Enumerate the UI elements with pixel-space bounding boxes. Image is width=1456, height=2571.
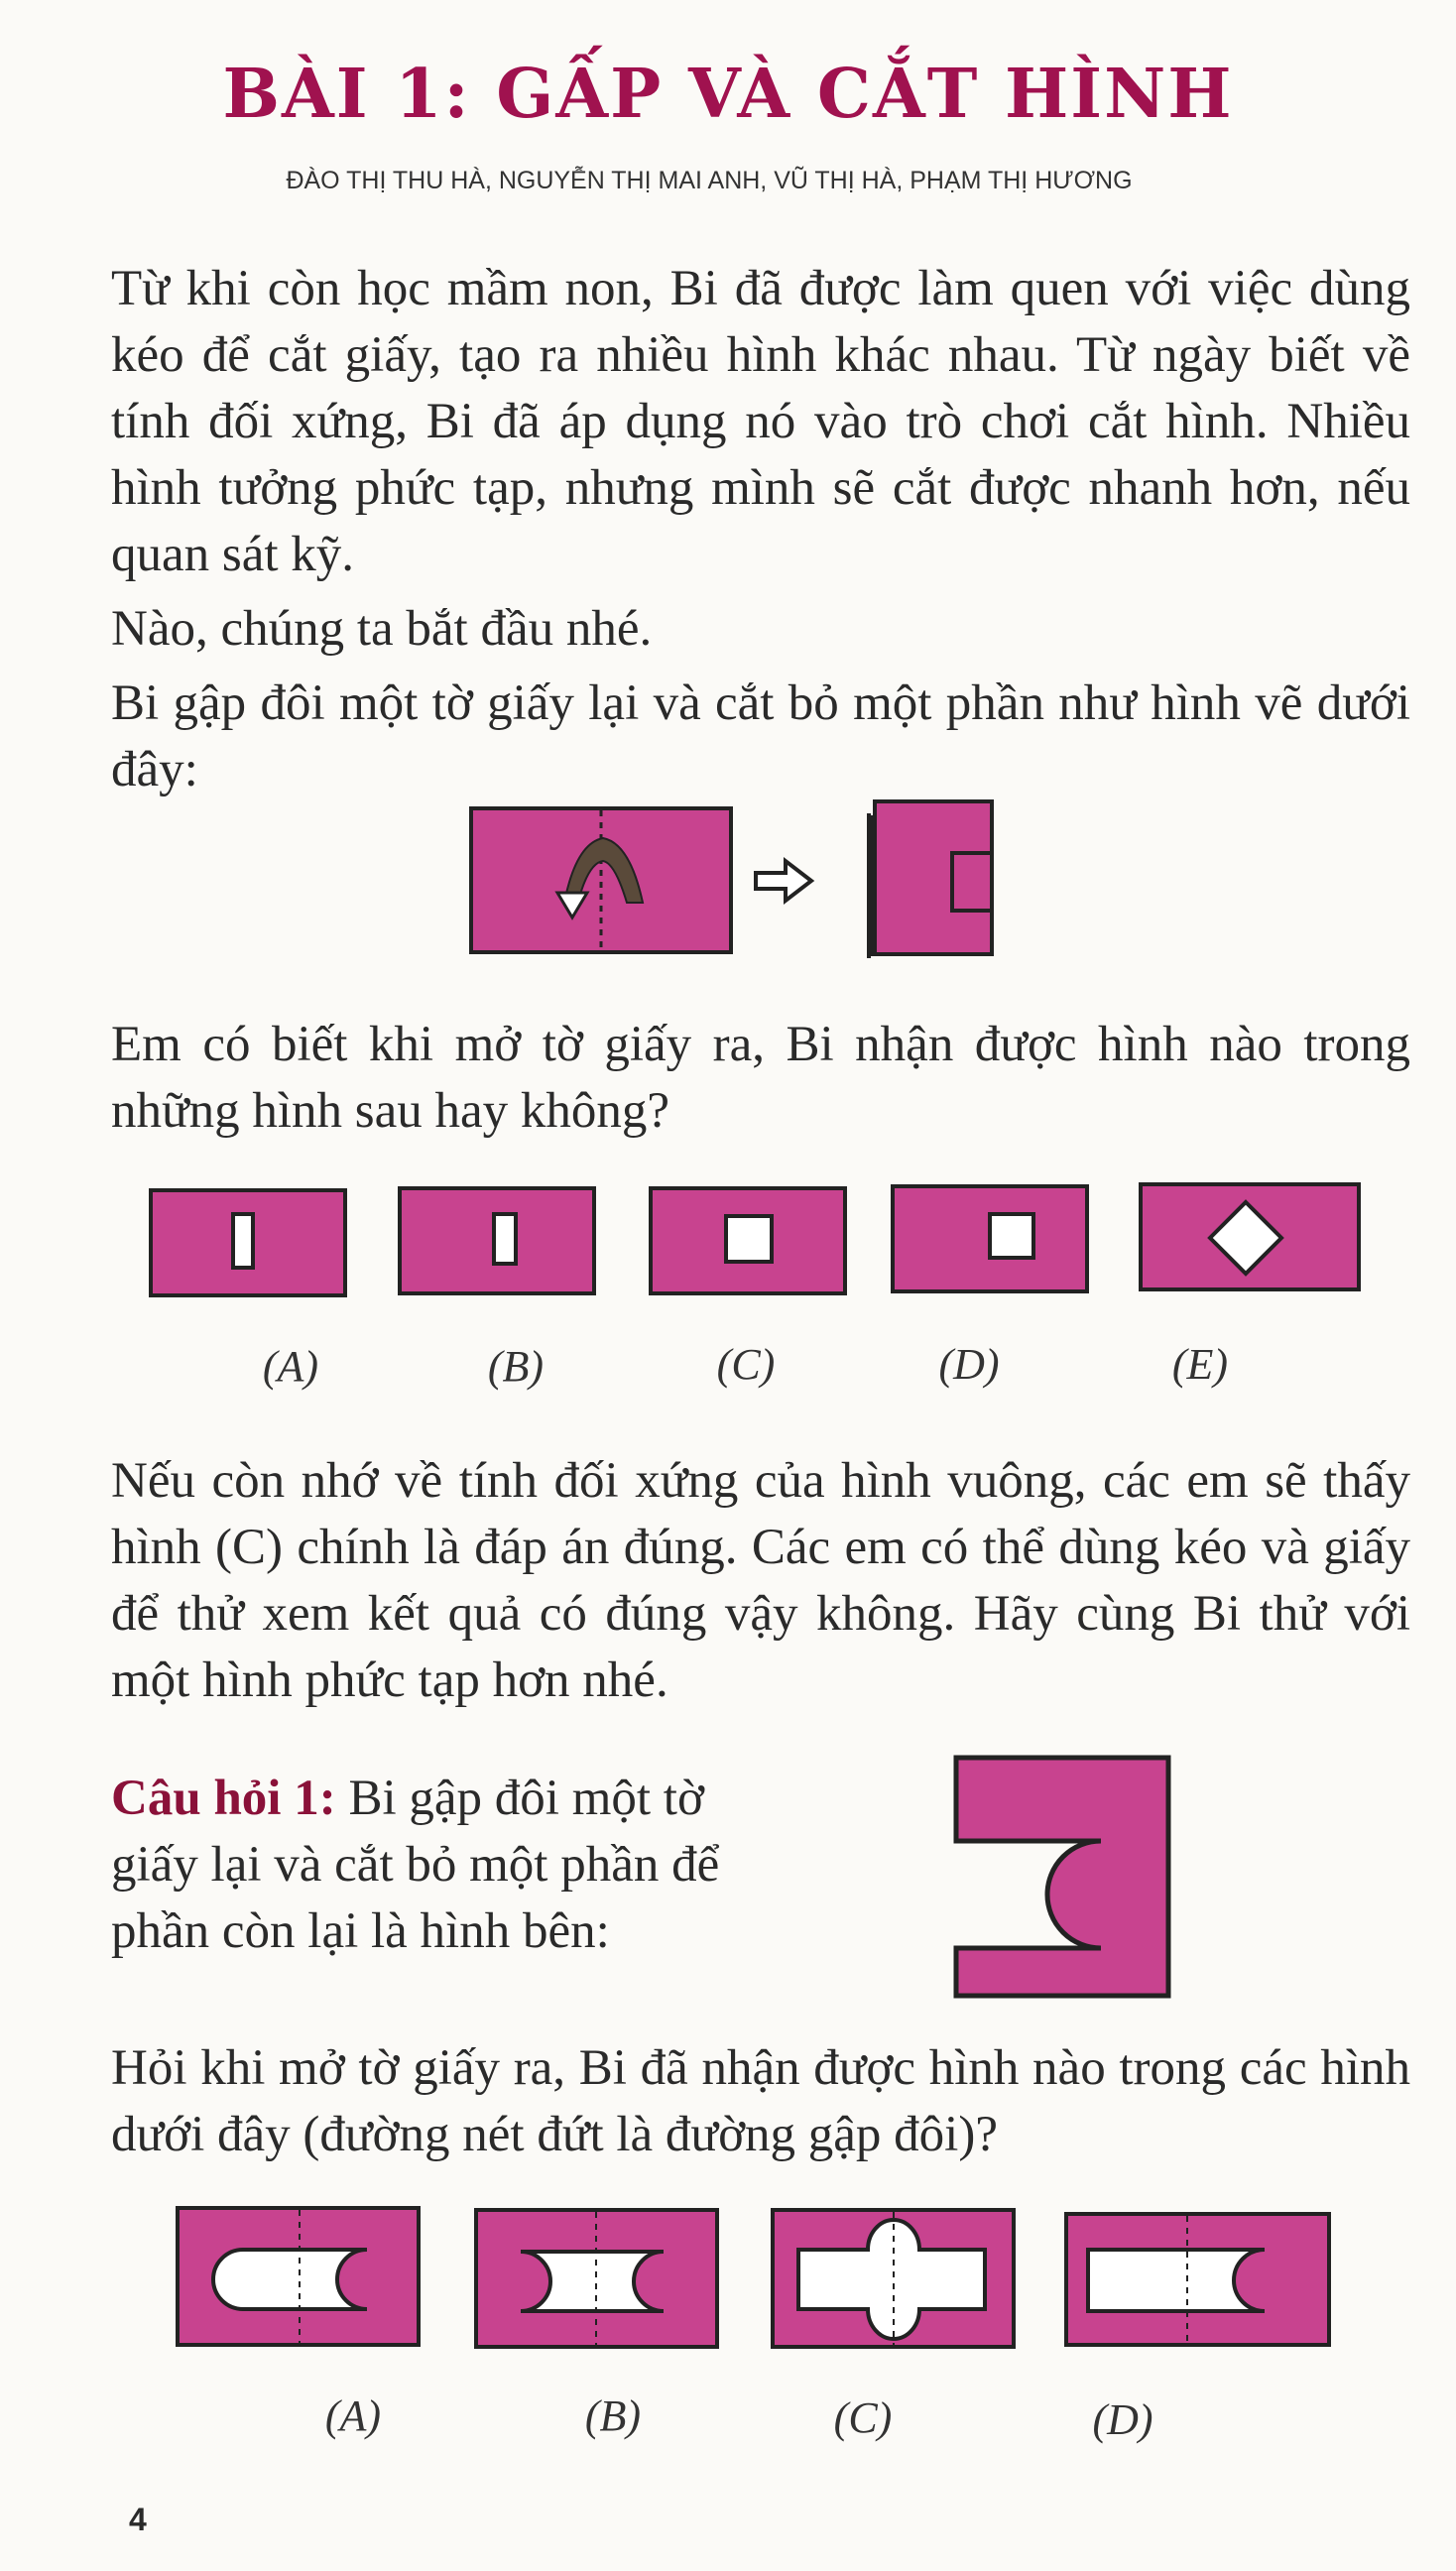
question-1-figure bbox=[952, 1754, 1180, 2002]
explanation: Nếu còn nhớ về tính đối xứng của hình vuông, các em sẽ thấy hình (C) chính là đáp án đúng. Các em có thể dùng kéo và giấy để thử xem kết quả có đúng vậy không. Hãy cùng Bi thử với một hình phức tạp hơn nhé. bbox=[111, 1453, 1410, 1708]
right-arrow-icon bbox=[756, 861, 811, 901]
option-1-c-label: (C) bbox=[833, 2393, 893, 2442]
option-0-b-label: (B) bbox=[487, 1342, 545, 1391]
option-1-a-shape bbox=[178, 2208, 419, 2345]
page-title: BÀI 1: GẤP VÀ CẮT HÌNH bbox=[222, 55, 1234, 134]
option-0-e-shape bbox=[1141, 1184, 1359, 1289]
page-number: 4 bbox=[129, 2502, 147, 2537]
option-0-c-shape bbox=[651, 1188, 845, 1293]
intro-paragraph-2: Nào, chúng ta bắt đầu nhé. bbox=[111, 601, 653, 657]
fold-illustration bbox=[466, 794, 1002, 962]
option-0-e-label: (E) bbox=[1171, 1340, 1229, 1389]
intro-paragraph-3: Bi gập đôi một tờ giấy lại và cắt bỏ một phần như hình vẽ dưới đây: bbox=[111, 675, 1410, 797]
option-1-d-label: (D) bbox=[1092, 2395, 1153, 2444]
option-0-a-label: (A) bbox=[262, 1342, 319, 1391]
option-0-b-shape bbox=[400, 1188, 594, 1293]
intro-text bbox=[111, 256, 1410, 803]
option-1-b-shape bbox=[476, 2210, 717, 2347]
option-0-d-label: (D) bbox=[938, 1340, 1000, 1389]
option-0-c-label: (C) bbox=[716, 1340, 776, 1389]
question-1-text: Bi gập đôi một tờ giấy lại và cắt bỏ một phần để phần còn lại là hình bên: bbox=[111, 1771, 720, 1959]
option-0-a-shape bbox=[151, 1190, 345, 1295]
options-0-shapes bbox=[149, 1180, 1369, 1299]
question-0: Em có biết khi mở tờ giấy ra, Bi nhận được hình nào trong những hình sau hay không? bbox=[111, 1017, 1410, 1139]
option-0-d-shape bbox=[893, 1186, 1087, 1291]
intro-paragraph-1: Từ khi còn học mầm non, Bi đã được làm quen với việc dùng kéo để cắt giấy, tạo ra nhiều hình khác nhau. Từ ngày biết về tính đối xứng, Bi đã áp dụng nó vào trò chơi cắt hình. Nhiều hình tưởng phức tạp, nhưng mình sẽ cắt được nhanh hơn, nếu quan sát kỹ. bbox=[111, 261, 1410, 582]
question-1 bbox=[111, 1766, 746, 1965]
option-1-b-label: (B) bbox=[584, 2391, 642, 2440]
options-1-shapes bbox=[174, 2204, 1334, 2353]
option-1-c-shape bbox=[773, 2210, 1014, 2347]
question-1-label: Câu hỏi 1: bbox=[111, 1771, 336, 1826]
option-1-a-label: (A) bbox=[324, 2391, 382, 2440]
question-1-follow: Hỏi khi mở tờ giấy ra, Bi đã nhận được hình nào trong các hình dưới đây (đường nét đứt là đường gập đôi)? bbox=[111, 2040, 1410, 2162]
option-1-d-shape bbox=[1066, 2214, 1329, 2345]
authors: ĐÀO THỊ THU HÀ, NGUYỄN THỊ MAI ANH, VŨ THỊ HÀ, PHẠM THỊ HƯƠNG bbox=[286, 167, 1133, 194]
